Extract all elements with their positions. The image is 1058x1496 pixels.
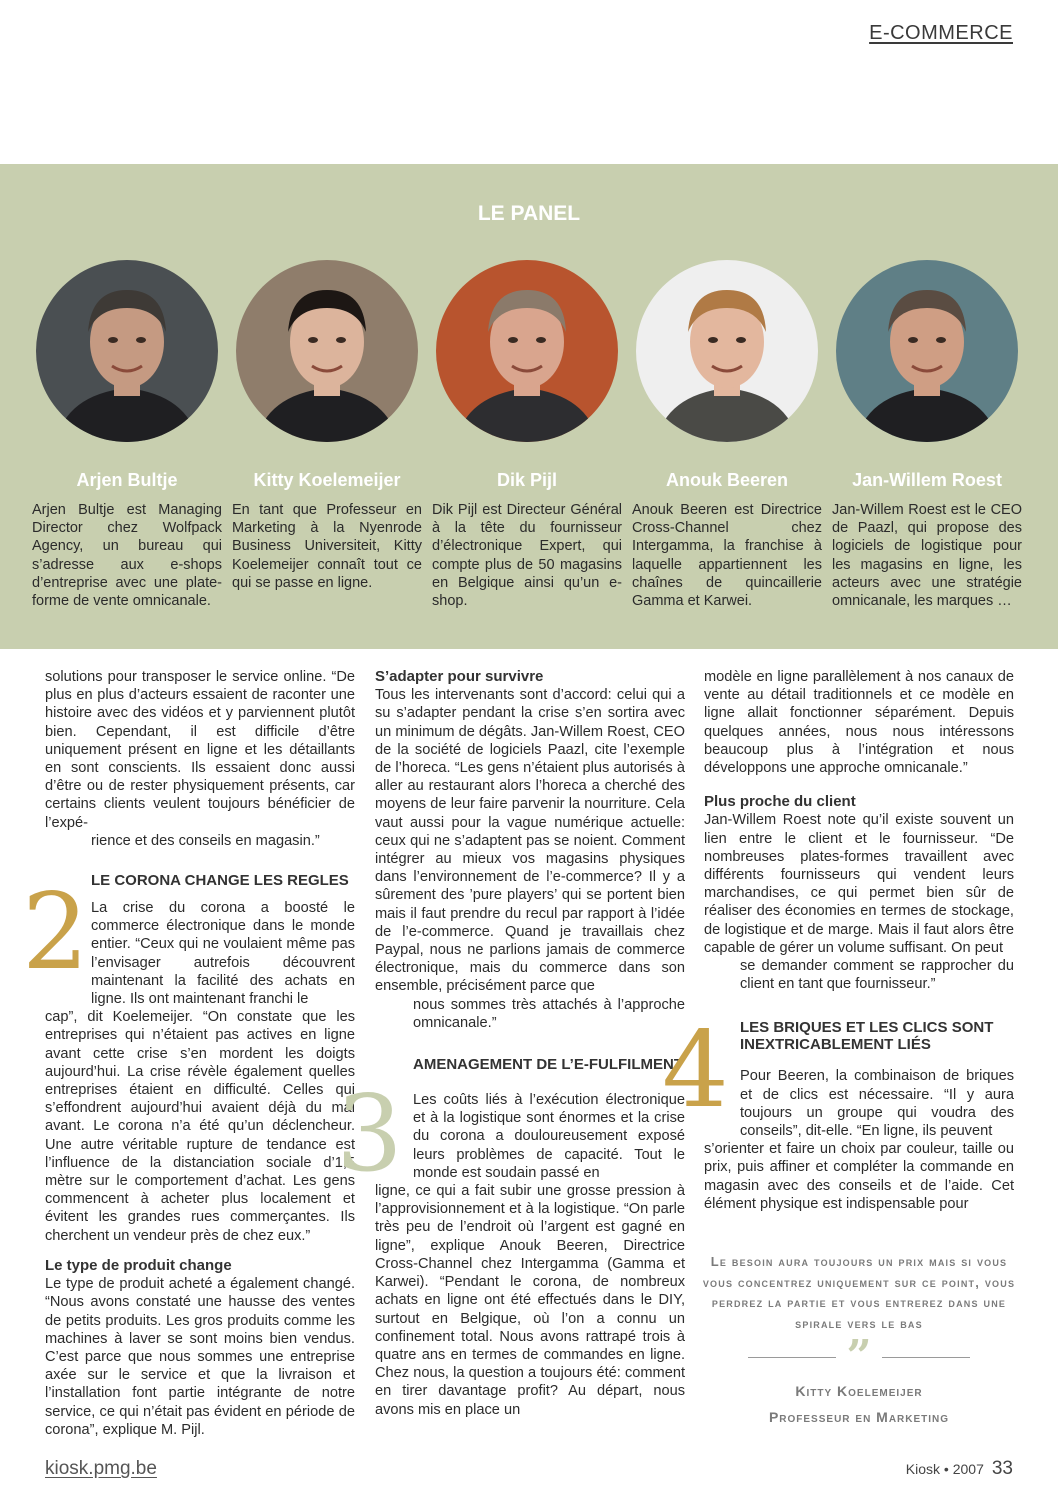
- section-4-text: Pour Beeren, la combinaison de briques et de clics est nécessaire. “Il y aura toujours un groupe qui voudra des conseils”, dit-elle. “En ligne, ils peuvent: [740, 1068, 1014, 1140]
- panel-member: [32, 260, 222, 610]
- panel-box: [0, 164, 1058, 649]
- quote-rule-right: [882, 1357, 970, 1358]
- article-column-1: [45, 668, 355, 1439]
- panel-member: [832, 260, 1022, 610]
- portrait-photo: [636, 260, 818, 442]
- portrait-photo: [36, 260, 218, 442]
- panel-member: [632, 260, 822, 610]
- col1-intro-end: rience et des conseils en magasin.”: [91, 832, 320, 849]
- quote-separator: [700, 1331, 1018, 1382]
- member-bio: Jan-Willem Roest est le CEO de Paazl, qui propose des logiciels de logistique pour les magasins en ligne, les acteurs avec une stratégie omnicanale, les marques …: [832, 502, 1022, 610]
- member-name: Arjen Bultje: [76, 470, 178, 490]
- section-2-heading: LE CORONA CHANGE LES REGLES: [91, 872, 349, 890]
- sub-heading-product-type: Le type de produit change: [45, 1256, 232, 1274]
- member-bio: Arjen Bultje est Managing Director chez Wolfpack Agency, un bureau qui s’adresse aux e-shops d’entreprise avec une plate-forme de vente omnicanale.: [32, 502, 222, 610]
- footer-website-link[interactable]: kiosk.pmg.be: [45, 1458, 157, 1479]
- panel-member: [432, 260, 622, 610]
- portrait-photo: [236, 260, 418, 442]
- member-name: Anouk Beeren: [665, 470, 789, 490]
- member-name: Dik Pijl: [496, 470, 558, 490]
- portrait-photo: [436, 260, 618, 442]
- closer-text-end: se demander comment se rapprocher du client en tant que fournisseur.”: [740, 958, 1014, 993]
- section-3-number: 3: [336, 1073, 403, 1195]
- section-4-number: 4: [662, 1009, 729, 1131]
- panel-title: LE PANEL: [477, 202, 581, 225]
- article-column-2: [375, 668, 685, 1419]
- member-bio: En tant que Professeur en Marketing à la Nyenrode Business Universiteit, Kitty Koelemeijer connaît tout ce qui se passe en ligne.: [232, 502, 422, 591]
- page-number: 33: [991, 1458, 1013, 1479]
- section-4-text-cont: s’orienter et faire un choix par couleur, taille ou prix, puis affiner et compléter la commande en magasin avec des conseils et de l’aide. Cet élément physique est indispensable pour: [704, 1141, 1014, 1212]
- pull-quote-author: Kitty Koelemeijer: [795, 1383, 923, 1399]
- sub-heading-closer: Plus proche du client: [704, 793, 856, 811]
- article-column-3: [704, 668, 1014, 1213]
- member-bio: Anouk Beeren est Directrice Cross-Channel chez Intergamma, la franchise à laquelle appartiennent les chaînes de quincaillerie Gamma et Karwei.: [632, 502, 822, 610]
- col3-intro: modèle en ligne parallèlement à nos canaux de vente au détail traditionnels et ce modèle en ligne allait fonctionner séparément. Depuis quelques années, nous nous intéressons beaucoup plus à l’intégration et nous développons une approche omnicanale.”: [704, 669, 1014, 777]
- footer-issue: [906, 1458, 1013, 1480]
- section-3-text-cont: ligne, ce qui a fait subir une grosse pression à l’approvisionnement et à la logistique. “On parle très peu de l’endroit où l’argent est gagné en ligne”, explique Anouk Beeren, Directrice Cross-Channel chez Intergamma (Gamma et Karwei). “Pendant le corona, de nombreux achats en ligne ont été effectués dans le DIY, surtout en Belgique, où l’on a connu un confinement total. Nous avons rattrapé trois à quatre ans en termes de commandes en ligne. Chez nous, la question a toujours été: comment en tirer davantage profit? Au départ, nous avons mis en place un: [375, 1183, 685, 1418]
- portrait-photo: [836, 260, 1018, 442]
- section-tag: E-COMMERCE: [869, 22, 1013, 44]
- section-2-text-cont: cap”, dit Koelemeijer. “On constate que les entreprises qui n’étaient pas actives en ligne avant cette crise s’en mordent les doigts aujourd’hui. La crise révèle également quelles entreprises étaient en difficulté. Celles qui s’effondrent aujourd’hui avaient déjà du mal avant. Le corona n’a été qu’un déclencheur. Une autre véritable rupture de tendance est l’influence de la distanciation sociale d’1,5 mètre sur le comportement d’achat. Les gens commencent à acheter plus localement et évitent les grandes rues commerçantes. Ils cherchent un vendeur près de chez eux.”: [45, 1009, 355, 1244]
- adapt-text: Tous les intervenants sont d’accord: celui qui a su s’adapter pendant la crise s’en sortira avec un minimum de dégâts. Jan-Willem Roest, CEO de la société de logiciels Paazl, cite l’exemple de l’horeca. “Les gens n’étaient plus autorisés à aller au restaurant alors l’horeca a cherché des moyens de leur faire parvenir la nourriture. Cela vaut aussi pour la vague numérique actuelle: ceux qui ne s’adaptent pas se noient. Comment intégrer au mieux vos magasins physiques dans l’environnement de l’e-commerce? Il y a sûrement des ’pure players’ qui se portent bien mais il faut prendre du recul par rapport à l’idée de l’e-commerce. Quand je travaillais chez Paypal, nous ne parlions jamais de commerce électronique, mais du commerce dans son ensemble, précisément parce que: [375, 687, 685, 995]
- pull-quote: [700, 1252, 1018, 1430]
- product-type-text: Le type de produit acheté a également changé. “Nous avons constaté une hausse des ventes de petits produits. Les gros produits comme les machines à laver se sont moins bien vendus. C’est parce que nous sommes une entreprise axée sur le service et que la livraison et l’installation font partie intégrante de notre service, ce qui n’était pas évident en période de corona”, explique M. Pijl.: [45, 1276, 355, 1438]
- quote-rule-left: [748, 1357, 836, 1358]
- section-2-text: La crise du corona a boosté le commerce électronique dans le monde entier. “Ceux qui ne voulaient même pas l’envisager autrefois découvrent maintenant la facilité des achats en ligne. Ils ont maintenant franchi le: [91, 900, 355, 1008]
- section-3-text: Les coûts liés à l’exécution électronique et à la logistique sont énormes et la crise du corona a douloureusement exposé leurs problèmes de capacité. Tout le monde est soudain passé en: [413, 1092, 685, 1181]
- pull-quote-role: Professeur en Marketing: [768, 1409, 950, 1425]
- panel-member: [232, 260, 422, 592]
- sub-heading-adapt: S’adapter pour survivre: [375, 668, 544, 685]
- closer-text: Jan-Willem Roest note qu’il existe souvent un lien entre le client et le fournisseur. “De nombreuses plates-formes travaillent avec différents fournisseurs qui vendent leurs marchandises, ce qui permet bien sûr de réaliser des économies en termes de stockage, de logistique et de marge. Mais il faut alors être capable de gérer un volume suffisant. On peut: [704, 812, 1014, 956]
- pull-quote-text: Le besoin aura toujours un prix mais si vous vous concentrez uniquement sur ce point, vous perdrez la partie et vous entrerez dans une spirale vers le bas: [702, 1254, 1016, 1331]
- issue-label: Kiosk • 2007: [905, 1461, 984, 1477]
- member-bio: Dik Pijl est Directeur Général à la tête du fournisseur d’électronique Expert, qui compte plus de 50 magasins en Belgique ainsi qu’un e-shop.: [432, 502, 622, 610]
- section-3-heading: AMENAGEMENT DE L’E-FULFILMENT: [413, 1056, 683, 1074]
- section-4-heading: LES BRIQUES ET LES CLICS SONT INEXTRICABLEMENT LIÉS: [740, 1019, 994, 1054]
- col1-intro: solutions pour transposer le service online. “De plus en plus d’acteurs essaient de raconter une histoire avec des vidéos et y parviennent plutôt bien. Cependant, il est difficile d’être uniquement présent en ligne et les détaillants en sont conscients. Ils essaient donc aussi d’être ou de rester physiquement présents, car certains clients veulent toujours bénéficier de l’expé-: [45, 669, 355, 831]
- adapt-text-end: nous sommes très attachés à l’approche omnicanale.”: [413, 996, 685, 1031]
- quote-mark-icon: ”: [846, 1331, 872, 1382]
- member-name: Kitty Koelemeijer: [253, 470, 401, 490]
- section-2-number: 2: [22, 871, 89, 993]
- member-name: Jan-Willem Roest: [852, 470, 1002, 490]
